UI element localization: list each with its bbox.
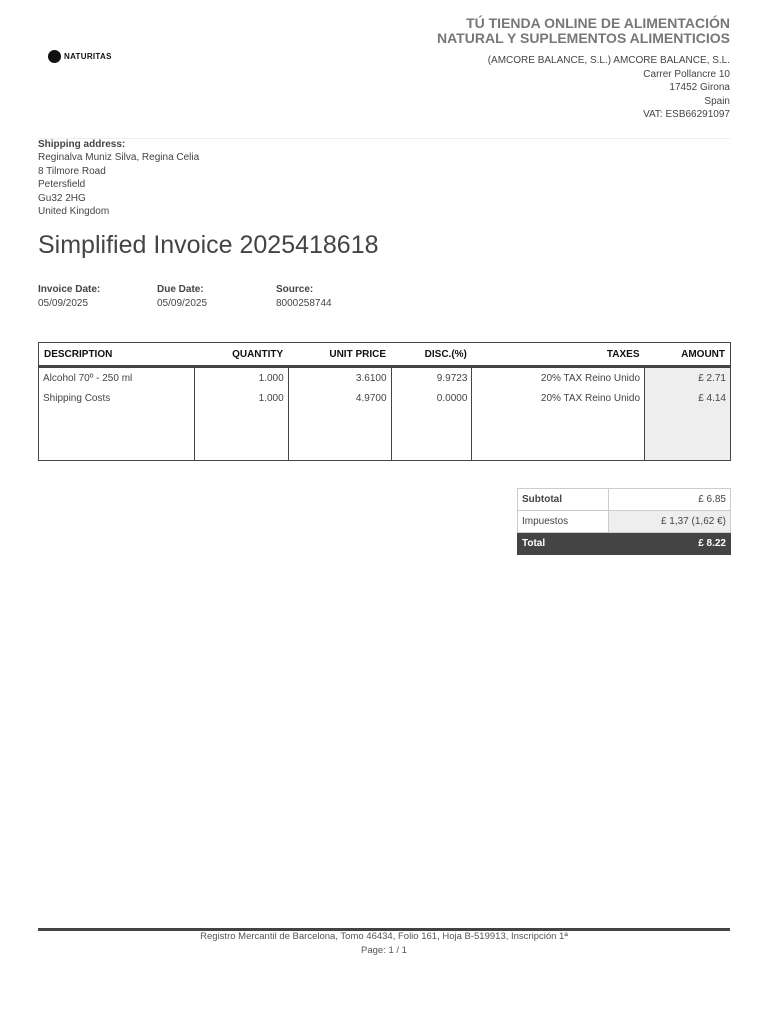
shipping-postcode: Gu32 2HG (38, 192, 86, 204)
column-header-amount: AMOUNT (645, 343, 731, 367)
invoice-date (38, 283, 100, 310)
empty-cell (194, 408, 288, 461)
logo-dot-icon (48, 50, 61, 63)
row-unit-price: 4.9700 (288, 388, 391, 408)
column-header-unit-price: UNIT PRICE (288, 343, 391, 367)
table-empty-row (39, 408, 731, 461)
company-country: Spain (704, 95, 730, 107)
row-taxes: 20% TAX Reino Unido (472, 367, 645, 389)
subtotal-label: Subtotal (518, 489, 609, 511)
due-date-value: 05/09/2025 (157, 297, 208, 309)
company-vat: VAT: ESB66291097 (643, 109, 730, 120)
source-label: Source: (276, 284, 314, 295)
shipping-label: Shipping address: (38, 139, 126, 150)
company-logo (48, 50, 112, 63)
empty-cell (645, 408, 731, 461)
column-header-discount: DISC.(%) (391, 343, 472, 367)
taxes-row (518, 511, 731, 533)
taxes-value: £ 1,37 (1,62 €) (608, 511, 730, 533)
subtotal-value: £ 6.85 (608, 489, 730, 511)
row-quantity: 1.000 (194, 367, 288, 389)
header-title-line-1: TÚ TIENDA ONLINE DE ALIMENTACIÓN (466, 15, 730, 31)
source (276, 283, 332, 310)
shipping-address (38, 138, 199, 218)
shipping-city: Petersfield (38, 179, 86, 191)
row-quantity: 1.000 (194, 388, 288, 408)
row-discount: 9.9723 (391, 367, 472, 389)
due-date (157, 283, 207, 310)
empty-cell (472, 408, 645, 461)
company-name: (AMCORE BALANCE, S.L.) AMCORE BALANCE, S.L. (487, 55, 730, 66)
company-address (488, 54, 730, 122)
table-row (39, 367, 731, 389)
invoice-lines-table (38, 342, 731, 461)
column-header-description: DESCRIPTION (39, 343, 195, 367)
shipping-street: 8 Tilmore Road (38, 165, 106, 177)
shipping-country: United Kingdom (38, 206, 110, 218)
total-value: £ 8.22 (608, 533, 730, 555)
total-label: Total (518, 533, 609, 555)
footer-registry: Registro Mercantil de Barcelona, Tomo 46434, Folio 161, Hoja B-519913, Inscripción 1ª (200, 931, 568, 942)
row-description: Shipping Costs (43, 392, 111, 404)
row-description: Alcohol 70º - 250 ml (43, 372, 133, 384)
row-unit-price: 3.6100 (288, 367, 391, 389)
logo-text: NATURITAS (64, 52, 112, 61)
empty-cell (391, 408, 472, 461)
company-city: 17452 Girona (669, 82, 730, 93)
column-header-taxes: TAXES (472, 343, 645, 367)
company-street: Carrer Pollancre 10 (643, 68, 730, 80)
source-value: 8000258744 (276, 297, 332, 309)
due-date-label: Due Date: (157, 284, 204, 295)
column-header-quantity: QUANTITY (194, 343, 288, 367)
taxes-label: Impuestos (518, 511, 609, 533)
row-discount: 0.0000 (391, 388, 472, 408)
empty-cell (39, 408, 195, 461)
invoice-date-value: 05/09/2025 (38, 297, 89, 309)
shipping-name: Reginalva Muniz Silva, Regina Celia (38, 152, 200, 164)
header-title (437, 16, 730, 46)
row-amount: £ 4.14 (645, 388, 731, 408)
totals-table (517, 488, 731, 555)
row-taxes: 20% TAX Reino Unido (472, 388, 645, 408)
footer (38, 930, 730, 957)
row-amount: £ 2.71 (645, 367, 731, 389)
empty-cell (288, 408, 391, 461)
total-row (518, 533, 731, 555)
table-header-row (39, 343, 731, 367)
invoice-title: Simplified Invoice 2025418618 (38, 231, 379, 259)
subtotal-row (518, 489, 731, 511)
invoice-date-label: Invoice Date: (38, 284, 101, 295)
footer-page-number: Page: 1 / 1 (361, 944, 407, 956)
table-row (39, 388, 731, 408)
header-title-line-2: NATURAL Y SUPLEMENTOS ALIMENTICIOS (437, 30, 730, 46)
